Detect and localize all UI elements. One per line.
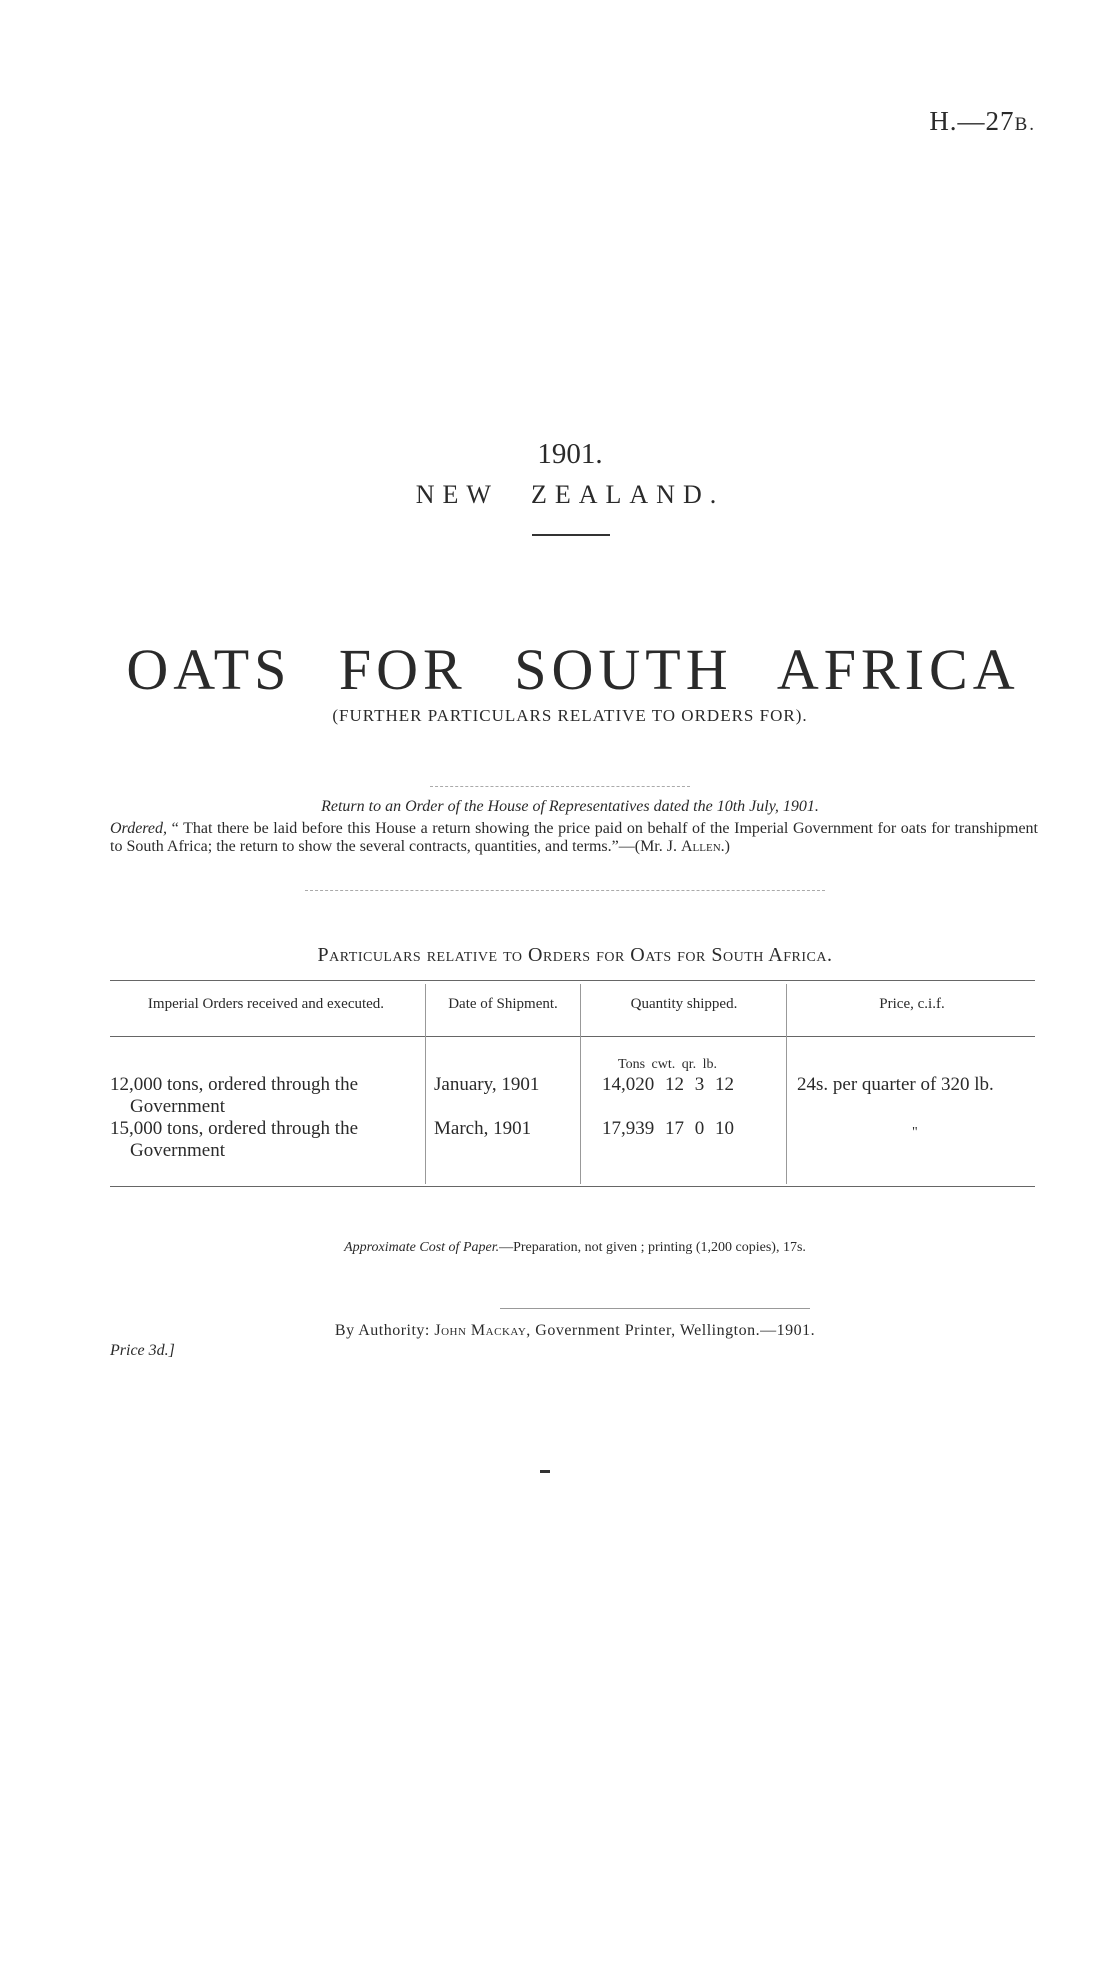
cost-label: Approximate Cost of Paper. xyxy=(344,1240,500,1255)
document-price: Price 3d.] xyxy=(110,1342,175,1359)
table-cell-date: January, 1901 xyxy=(434,1074,540,1095)
table-cell-date: March, 1901 xyxy=(434,1118,532,1139)
table-top-rule xyxy=(110,980,1035,981)
table-row-order xyxy=(110,1074,426,1118)
table-column-divider xyxy=(786,984,787,1184)
column-header-date: Date of Shipment. xyxy=(448,996,558,1012)
year-heading: 1901. xyxy=(537,438,603,470)
print-mark xyxy=(540,1470,550,1473)
table-row-order xyxy=(110,1118,426,1162)
table-heading-text: Particulars relative to Orders for Oats for South Africa. xyxy=(317,944,833,966)
table-cell-price: 24s. per quarter of 320 lb. xyxy=(797,1074,994,1095)
divider-dotted xyxy=(430,786,690,787)
authority-rule xyxy=(500,1308,810,1309)
table-cell-quantity: 14,020 12 3 12 xyxy=(602,1074,734,1095)
divider-dotted xyxy=(305,890,825,891)
document-subtitle: (FURTHER PARTICULARS RELATIVE TO ORDERS FOR). xyxy=(332,706,808,725)
table-cell-quantity: 17,939 17 0 10 xyxy=(602,1118,734,1139)
authority-prefix: By Authority: xyxy=(334,1322,435,1339)
ordered-end: .) xyxy=(720,838,730,855)
printer-name: John Mackay xyxy=(434,1322,527,1339)
order-description-continued: Government xyxy=(130,1140,225,1161)
column-header-price: Price, c.i.f. xyxy=(879,996,945,1012)
ordered-word: Ordered, xyxy=(110,820,168,837)
table-bottom-rule xyxy=(110,1186,1035,1187)
ordered-member: Allen xyxy=(680,838,721,855)
table-column-divider xyxy=(580,984,581,1184)
document-reference-number: H.—27 xyxy=(929,106,1015,136)
ordered-text: “ That there be laid before this House a return showing the price paid on behalf of the Imperial Government for oats for transhipment to South Africa; the return to show the several contracts, quantities, and terms.”—(Mr. J. xyxy=(110,820,1038,855)
masthead-rule xyxy=(532,534,610,536)
document-title: OATS FOR SOUTH AFRICA xyxy=(126,637,1020,702)
order-description: 12,000 tons, ordered through the xyxy=(110,1074,359,1095)
order-description: 15,000 tons, ordered through the xyxy=(110,1118,359,1139)
quantity-units-row: Tons cwt. qr. lb. xyxy=(618,1057,718,1072)
document-reference xyxy=(929,106,1036,137)
ordered-paragraph xyxy=(110,820,1038,856)
table-header-rule xyxy=(110,1036,1035,1037)
return-order-line: Return to an Order of the House of Representatives dated the 10th July, 1901. xyxy=(321,798,819,815)
column-header-orders: Imperial Orders received and executed. xyxy=(147,996,385,1012)
column-header-quantity: Quantity shipped. xyxy=(630,996,738,1012)
document-reference-suffix: B. xyxy=(1014,114,1036,135)
country-heading: NEW ZEALAND. xyxy=(415,480,725,509)
cost-of-paper-note xyxy=(0,1240,1114,1256)
printer-authority-line xyxy=(0,1322,1114,1340)
cost-text: —Preparation, not given ; printing (1,200 copies), 17s. xyxy=(499,1240,806,1255)
order-description-continued: Government xyxy=(130,1096,225,1117)
table-cell-price-ditto: " xyxy=(912,1125,918,1140)
authority-suffix: , Government Printer, Wellington.—1901. xyxy=(526,1322,816,1339)
table-heading xyxy=(0,944,1114,967)
